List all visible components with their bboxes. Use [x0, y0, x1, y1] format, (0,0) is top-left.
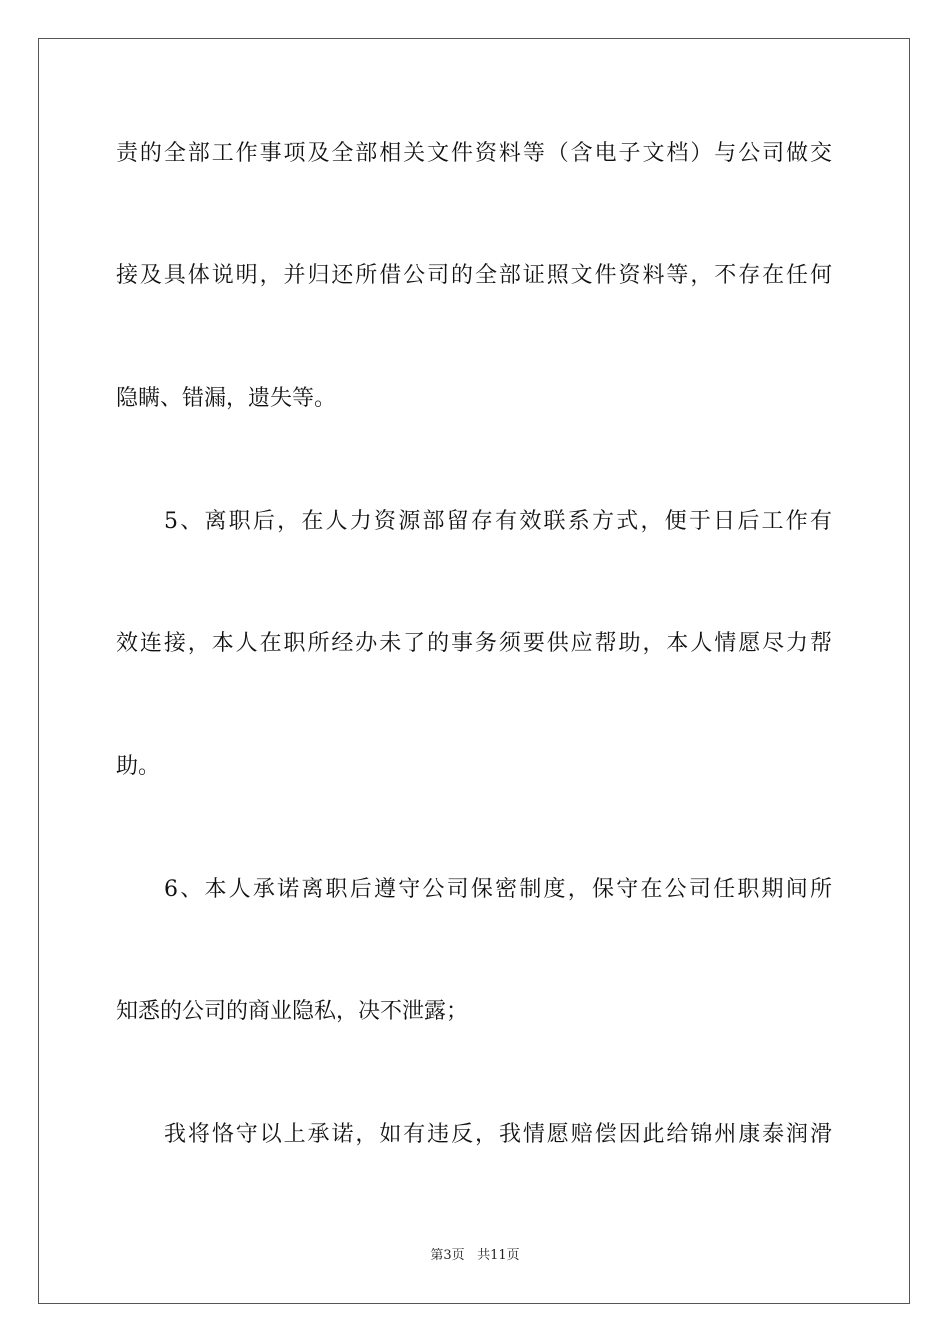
text-line-5: 效连接，本人在职所经办未了的事务须要供应帮助，本人情愿尽力帮 [116, 631, 832, 656]
page-number: 第3页 [430, 1248, 465, 1263]
page-frame [38, 38, 910, 1304]
text-line-7: 6、本人承诺离职后遵守公司保密制度，保守在公司任职期间所 [164, 877, 832, 902]
text-line-6: 助。 [116, 754, 161, 779]
text-line-4: 5、离职后，在人力资源部留存有效联系方式，便于日后工作有 [164, 509, 832, 534]
page-total: 共11页 [477, 1248, 520, 1263]
page-footer [0, 1248, 950, 1264]
text-line-9: 我将恪守以上承诺，如有违反，我情愿赔偿因此给锦州康泰润滑 [164, 1122, 832, 1147]
text-line-8: 知悉的公司的商业隐私，决不泄露； [116, 999, 469, 1024]
text-line-3: 隐瞒、错漏，遗失等。 [116, 386, 337, 411]
text-line-1: 责的全部工作事项及全部相关文件资料等（含电子文档）与公司做交 [116, 141, 832, 166]
text-line-2: 接及具体说明，并归还所借公司的全部证照文件资料等，不存在任何 [116, 263, 832, 288]
